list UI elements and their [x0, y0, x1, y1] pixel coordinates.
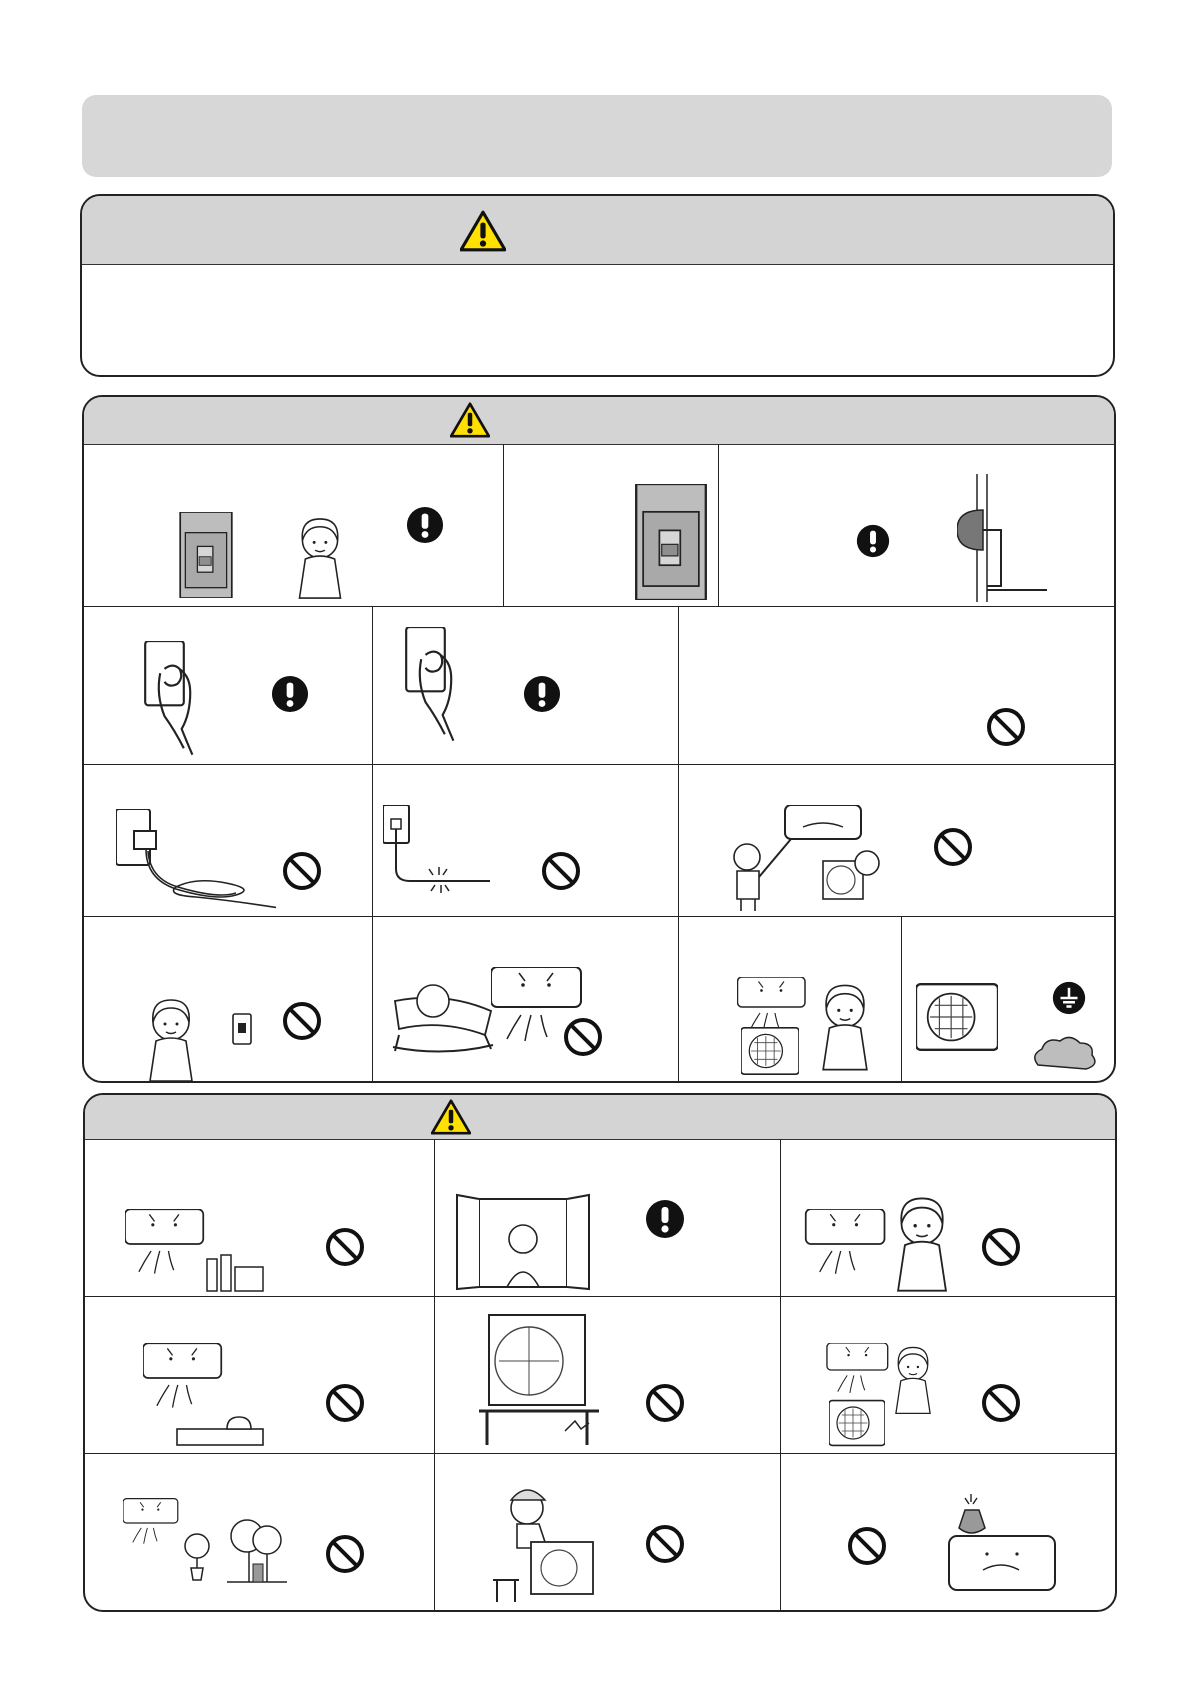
cell-plug-clean — [373, 607, 679, 765]
exclamation-circle-icon — [856, 524, 890, 558]
outdoor-unit-stand-illustration — [479, 1313, 599, 1447]
cell-no-modify — [679, 607, 1114, 765]
panel-header — [84, 397, 1114, 445]
indoor-unit-illustration — [125, 1209, 205, 1279]
cell-no-touch-outlet — [781, 1297, 1115, 1454]
warning-triangle-icon — [450, 402, 490, 438]
breaker-illustration — [634, 484, 708, 600]
cell-no-cleaning-while-running — [781, 1139, 1115, 1297]
cell-plug-firmly — [84, 607, 373, 765]
child-climbing-illustration — [487, 1484, 597, 1604]
safety-intro-panel — [80, 194, 1115, 377]
indoor-unit-illustration — [823, 1343, 893, 1397]
plug-hand-illustration — [142, 641, 202, 759]
cloud-illustration — [1030, 1035, 1100, 1075]
exclamation-circle-icon — [523, 675, 561, 713]
cell-breaker-rating — [504, 444, 719, 607]
outlet-illustration — [232, 1013, 252, 1045]
cell-circuit-breaker — [84, 444, 504, 607]
cell-no-insert-objects — [679, 765, 1114, 917]
panel-header — [82, 196, 1113, 265]
plants-illustration — [177, 1518, 287, 1588]
exclamation-circle-icon — [271, 675, 309, 713]
girl-illustration — [893, 1195, 951, 1293]
damaged-cord-illustration — [383, 805, 493, 895]
prohibition-icon — [981, 1227, 1021, 1267]
cell-no-bundle-cord — [84, 765, 373, 917]
cell-no-damage-cord — [373, 765, 679, 917]
girl-illustration — [891, 1345, 935, 1415]
baby-cradle-illustration — [389, 961, 499, 1057]
prohibition-icon — [986, 707, 1026, 747]
cell-abnormal-stop — [679, 917, 902, 1081]
window-illustration — [453, 1193, 593, 1293]
warning-panel — [82, 395, 1116, 1083]
prohibition-icon — [541, 851, 581, 891]
cell-check-mounting — [435, 1297, 781, 1454]
girl-illustration — [819, 979, 871, 1075]
cell-ventilate — [435, 1139, 781, 1297]
indoor-unit-illustration — [791, 1209, 901, 1279]
girl-illustration — [140, 997, 202, 1083]
girl-illustration — [294, 516, 346, 600]
prohibition-icon — [325, 1534, 365, 1574]
cell-earthing — [719, 444, 1114, 607]
exclamation-circle-icon — [406, 506, 444, 544]
caution-panel — [83, 1093, 1117, 1612]
cell-no-objects-on-unit — [781, 1454, 1115, 1610]
cell-no-direct-airflow — [373, 917, 679, 1081]
section-title-bar — [82, 95, 1112, 177]
cell-no-food-storage — [85, 1139, 435, 1297]
prohibition-icon — [645, 1524, 685, 1564]
prohibition-icon — [933, 827, 973, 867]
cell-no-heater-near — [85, 1297, 435, 1454]
children-poking-illustration — [729, 805, 889, 915]
stove-illustration — [175, 1413, 265, 1447]
coiled-cord-illustration — [116, 809, 276, 909]
cell-no-climbing — [435, 1454, 781, 1610]
plug-hand-illustration — [403, 627, 463, 745]
ground-icon — [1052, 981, 1086, 1015]
breaker-illustration — [176, 512, 236, 598]
indoor-unit-illustration — [123, 1498, 179, 1548]
warning-triangle-icon — [431, 1099, 471, 1135]
prohibition-icon — [282, 851, 322, 891]
cell-grounding — [902, 917, 1114, 1081]
bottles-illustration — [205, 1249, 265, 1293]
vase-on-unit-illustration — [947, 1490, 1059, 1596]
prohibition-icon — [563, 1017, 603, 1057]
outdoor-unit-illustration — [741, 1027, 799, 1075]
warning-triangle-icon — [460, 210, 506, 252]
cell-no-plants-animals — [85, 1454, 435, 1610]
prohibition-icon — [325, 1227, 365, 1267]
cell-no-wet-hands — [84, 917, 373, 1081]
indoor-unit-illustration — [143, 1343, 223, 1413]
prohibition-icon — [325, 1383, 365, 1423]
ground-terminal-illustration — [957, 474, 1057, 602]
prohibition-icon — [847, 1526, 887, 1566]
exclamation-circle-icon — [645, 1199, 685, 1239]
prohibition-icon — [282, 1001, 322, 1041]
prohibition-icon — [645, 1383, 685, 1423]
outdoor-unit-illustration — [829, 1399, 885, 1447]
prohibition-icon — [981, 1383, 1021, 1423]
outdoor-unit-illustration — [916, 983, 998, 1051]
panel-header — [85, 1095, 1115, 1140]
